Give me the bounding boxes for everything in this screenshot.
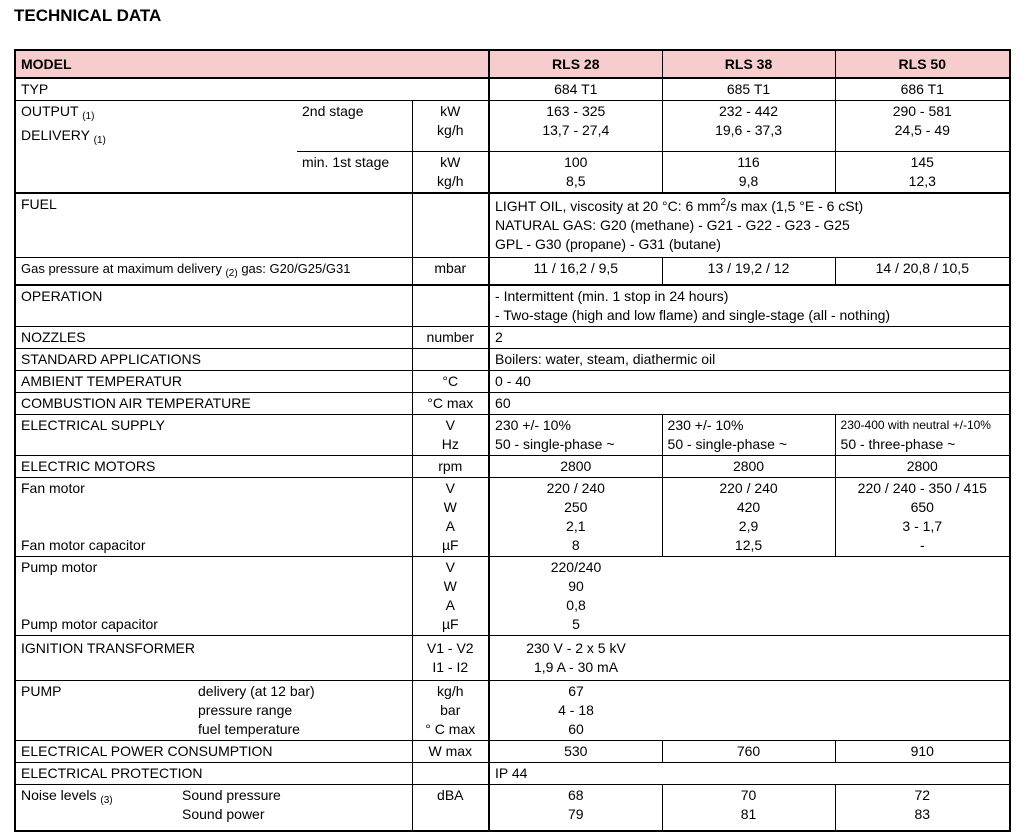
combustion-row xyxy=(15,392,1010,414)
model-rls50: RLS 50 xyxy=(835,50,1010,78)
typ-value: 684 T1 xyxy=(489,78,662,101)
gas-pressure-label: Gas pressure at maximum delivery $_{(2)}$ gas: G20/G25/G31 xyxy=(15,257,412,285)
noise-value: 72 83 xyxy=(835,784,1010,831)
noise-unit: dBA xyxy=(412,784,489,831)
fan-motor-row xyxy=(15,477,1010,556)
pump-units: kg/h bar ° C max xyxy=(412,680,489,740)
noise-row xyxy=(15,784,1010,831)
pump-label: PUMP delivery (at 12 bar) pressure range fuel temperature xyxy=(15,680,412,740)
technical-data-table xyxy=(14,49,1011,832)
pump-motor-value: 220/240 90 0,8 5 xyxy=(489,556,662,635)
output-value: 100 8,5 xyxy=(489,151,662,193)
operation-value: - Intermittent (min. 1 stop in 24 hours) - Two-stage (high and low flame) and single-stage (all - nothing) xyxy=(489,285,1010,327)
pump-value: 67 4 - 18 60 xyxy=(489,680,662,740)
typ-row xyxy=(15,78,1010,101)
stage1-label: min. 1st stage xyxy=(297,151,412,193)
operation-label: OPERATION xyxy=(15,285,412,327)
combustion-value: 60 xyxy=(489,392,1010,414)
output-value: 116 9,8 xyxy=(662,151,835,193)
ambient-unit: °C xyxy=(412,370,489,392)
fuel-row xyxy=(15,193,1010,258)
ambient-value: 0 - 40 xyxy=(489,370,1010,392)
typ-label: TYP xyxy=(15,78,489,101)
power-value: 760 xyxy=(662,740,835,762)
electrical-row xyxy=(15,414,1010,455)
header-row xyxy=(15,50,1010,78)
motors-row xyxy=(15,455,1010,477)
power-value: 910 xyxy=(835,740,1010,762)
output-value: 232 - 442 19,6 - 37,3 xyxy=(662,101,835,152)
fan-motor-value: 220 / 240 250 2,1 8 xyxy=(489,477,662,556)
ignition-row xyxy=(15,635,1010,680)
power-unit: W max xyxy=(412,740,489,762)
page-title: TECHNICAL DATA xyxy=(14,6,162,25)
gas-pressure-value: 14 / 20,8 / 10,5 xyxy=(835,257,1010,285)
motors-value: 2800 xyxy=(835,455,1010,477)
model-rls28: RLS 28 xyxy=(489,50,662,78)
motors-label: ELECTRIC MOTORS xyxy=(15,455,412,477)
gas-pressure-unit: mbar xyxy=(412,257,489,285)
electrical-value: 230 +/- 10% 50 - single-phase ~ xyxy=(489,414,662,455)
standard-value: Boilers: water, steam, diathermic oil xyxy=(489,348,1010,370)
nozzles-value: 2 xyxy=(489,326,1010,348)
model-rls38: RLS 38 xyxy=(662,50,835,78)
electrical-units: V Hz xyxy=(412,414,489,455)
pump-motor-units: V W A µF xyxy=(412,556,489,635)
typ-value: 685 T1 xyxy=(662,78,835,101)
protection-value: IP 44 xyxy=(489,762,1010,784)
output-value: 145 12,3 xyxy=(835,151,1010,193)
standard-row xyxy=(15,348,1010,370)
typ-value: 686 T1 xyxy=(835,78,1010,101)
electrical-label: ELECTRICAL SUPPLY xyxy=(15,414,412,455)
noise-value: 70 81 xyxy=(662,784,835,831)
noise-label: Noise levels $_{(3)}$ Sound pressure Sound power xyxy=(15,784,412,831)
fuel-label: FUEL xyxy=(15,193,412,258)
electrical-value: 230 +/- 10% 50 - single-phase ~ xyxy=(662,414,835,455)
nozzles-unit: number xyxy=(412,326,489,348)
output-value: 290 - 581 24,5 - 49 xyxy=(835,101,1010,152)
fan-motor-label: Fan motor Fan motor capacitor xyxy=(15,477,412,556)
gas-pressure-value: 11 / 16,2 / 9,5 xyxy=(489,257,662,285)
ignition-label: IGNITION TRANSFORMER xyxy=(15,635,412,680)
nozzles-row xyxy=(15,326,1010,348)
combustion-label: COMBUSTION AIR TEMPERATURE xyxy=(15,392,412,414)
power-label: ELECTRICAL POWER CONSUMPTION xyxy=(15,740,412,762)
standard-label: STANDARD APPLICATIONS xyxy=(15,348,412,370)
output-row xyxy=(15,101,1010,152)
electrical-value: 230-400 with neutral +/-10% 50 - three-phase ~ xyxy=(835,414,1010,455)
fuel-value: LIGHT OIL, viscosity at 20 °C: 6 $mm^2/s$ max (1,5 °E - 6 cSt) NATURAL GAS: G20 (methane) - G21 - G22 - G23 - G25 GPL - G30 (propane) - G31 (butane) xyxy=(489,193,1010,258)
pump-motor-label: Pump motor Pump motor capacitor xyxy=(15,556,412,635)
fan-motor-value: 220 / 240 - 350 / 415 650 3 - 1,7 - xyxy=(835,477,1010,556)
power-row xyxy=(15,740,1010,762)
motors-unit: rpm xyxy=(412,455,489,477)
combustion-unit: °C max xyxy=(412,392,489,414)
output-units: kW kg/h xyxy=(412,101,489,152)
power-value: 530 xyxy=(489,740,662,762)
ambient-row xyxy=(15,370,1010,392)
gas-pressure-row xyxy=(15,257,1010,285)
ignition-value: 230 V - 2 x 5 kV 1,9 A - 30 mA xyxy=(489,635,662,680)
pump-motor-row xyxy=(15,556,1010,635)
output-stage1-row xyxy=(15,151,1010,193)
output-units: kW kg/h xyxy=(412,151,489,193)
pump-row xyxy=(15,680,1010,740)
model-header: MODEL xyxy=(15,50,489,78)
nozzles-label: NOZZLES xyxy=(15,326,412,348)
stage2-label: 2nd stage xyxy=(297,101,412,152)
motors-value: 2800 xyxy=(662,455,835,477)
motors-value: 2800 xyxy=(489,455,662,477)
operation-row xyxy=(15,285,1010,327)
noise-value: 68 79 xyxy=(489,784,662,831)
ignition-units: V1 - V2 I1 - I2 xyxy=(412,635,489,680)
protection-label: ELECTRICAL PROTECTION xyxy=(15,762,412,784)
fan-motor-value: 220 / 240 420 2,9 12,5 xyxy=(662,477,835,556)
ambient-label: AMBIENT TEMPERATUR xyxy=(15,370,412,392)
output-label: OUTPUT $_{(1)}$ DELIVERY $_{(1)}$ xyxy=(15,101,297,152)
protection-row xyxy=(15,762,1010,784)
output-value: 163 - 325 13,7 - 27,4 xyxy=(489,101,662,152)
gas-pressure-value: 13 / 19,2 / 12 xyxy=(662,257,835,285)
fan-motor-units: V W A µF xyxy=(412,477,489,556)
